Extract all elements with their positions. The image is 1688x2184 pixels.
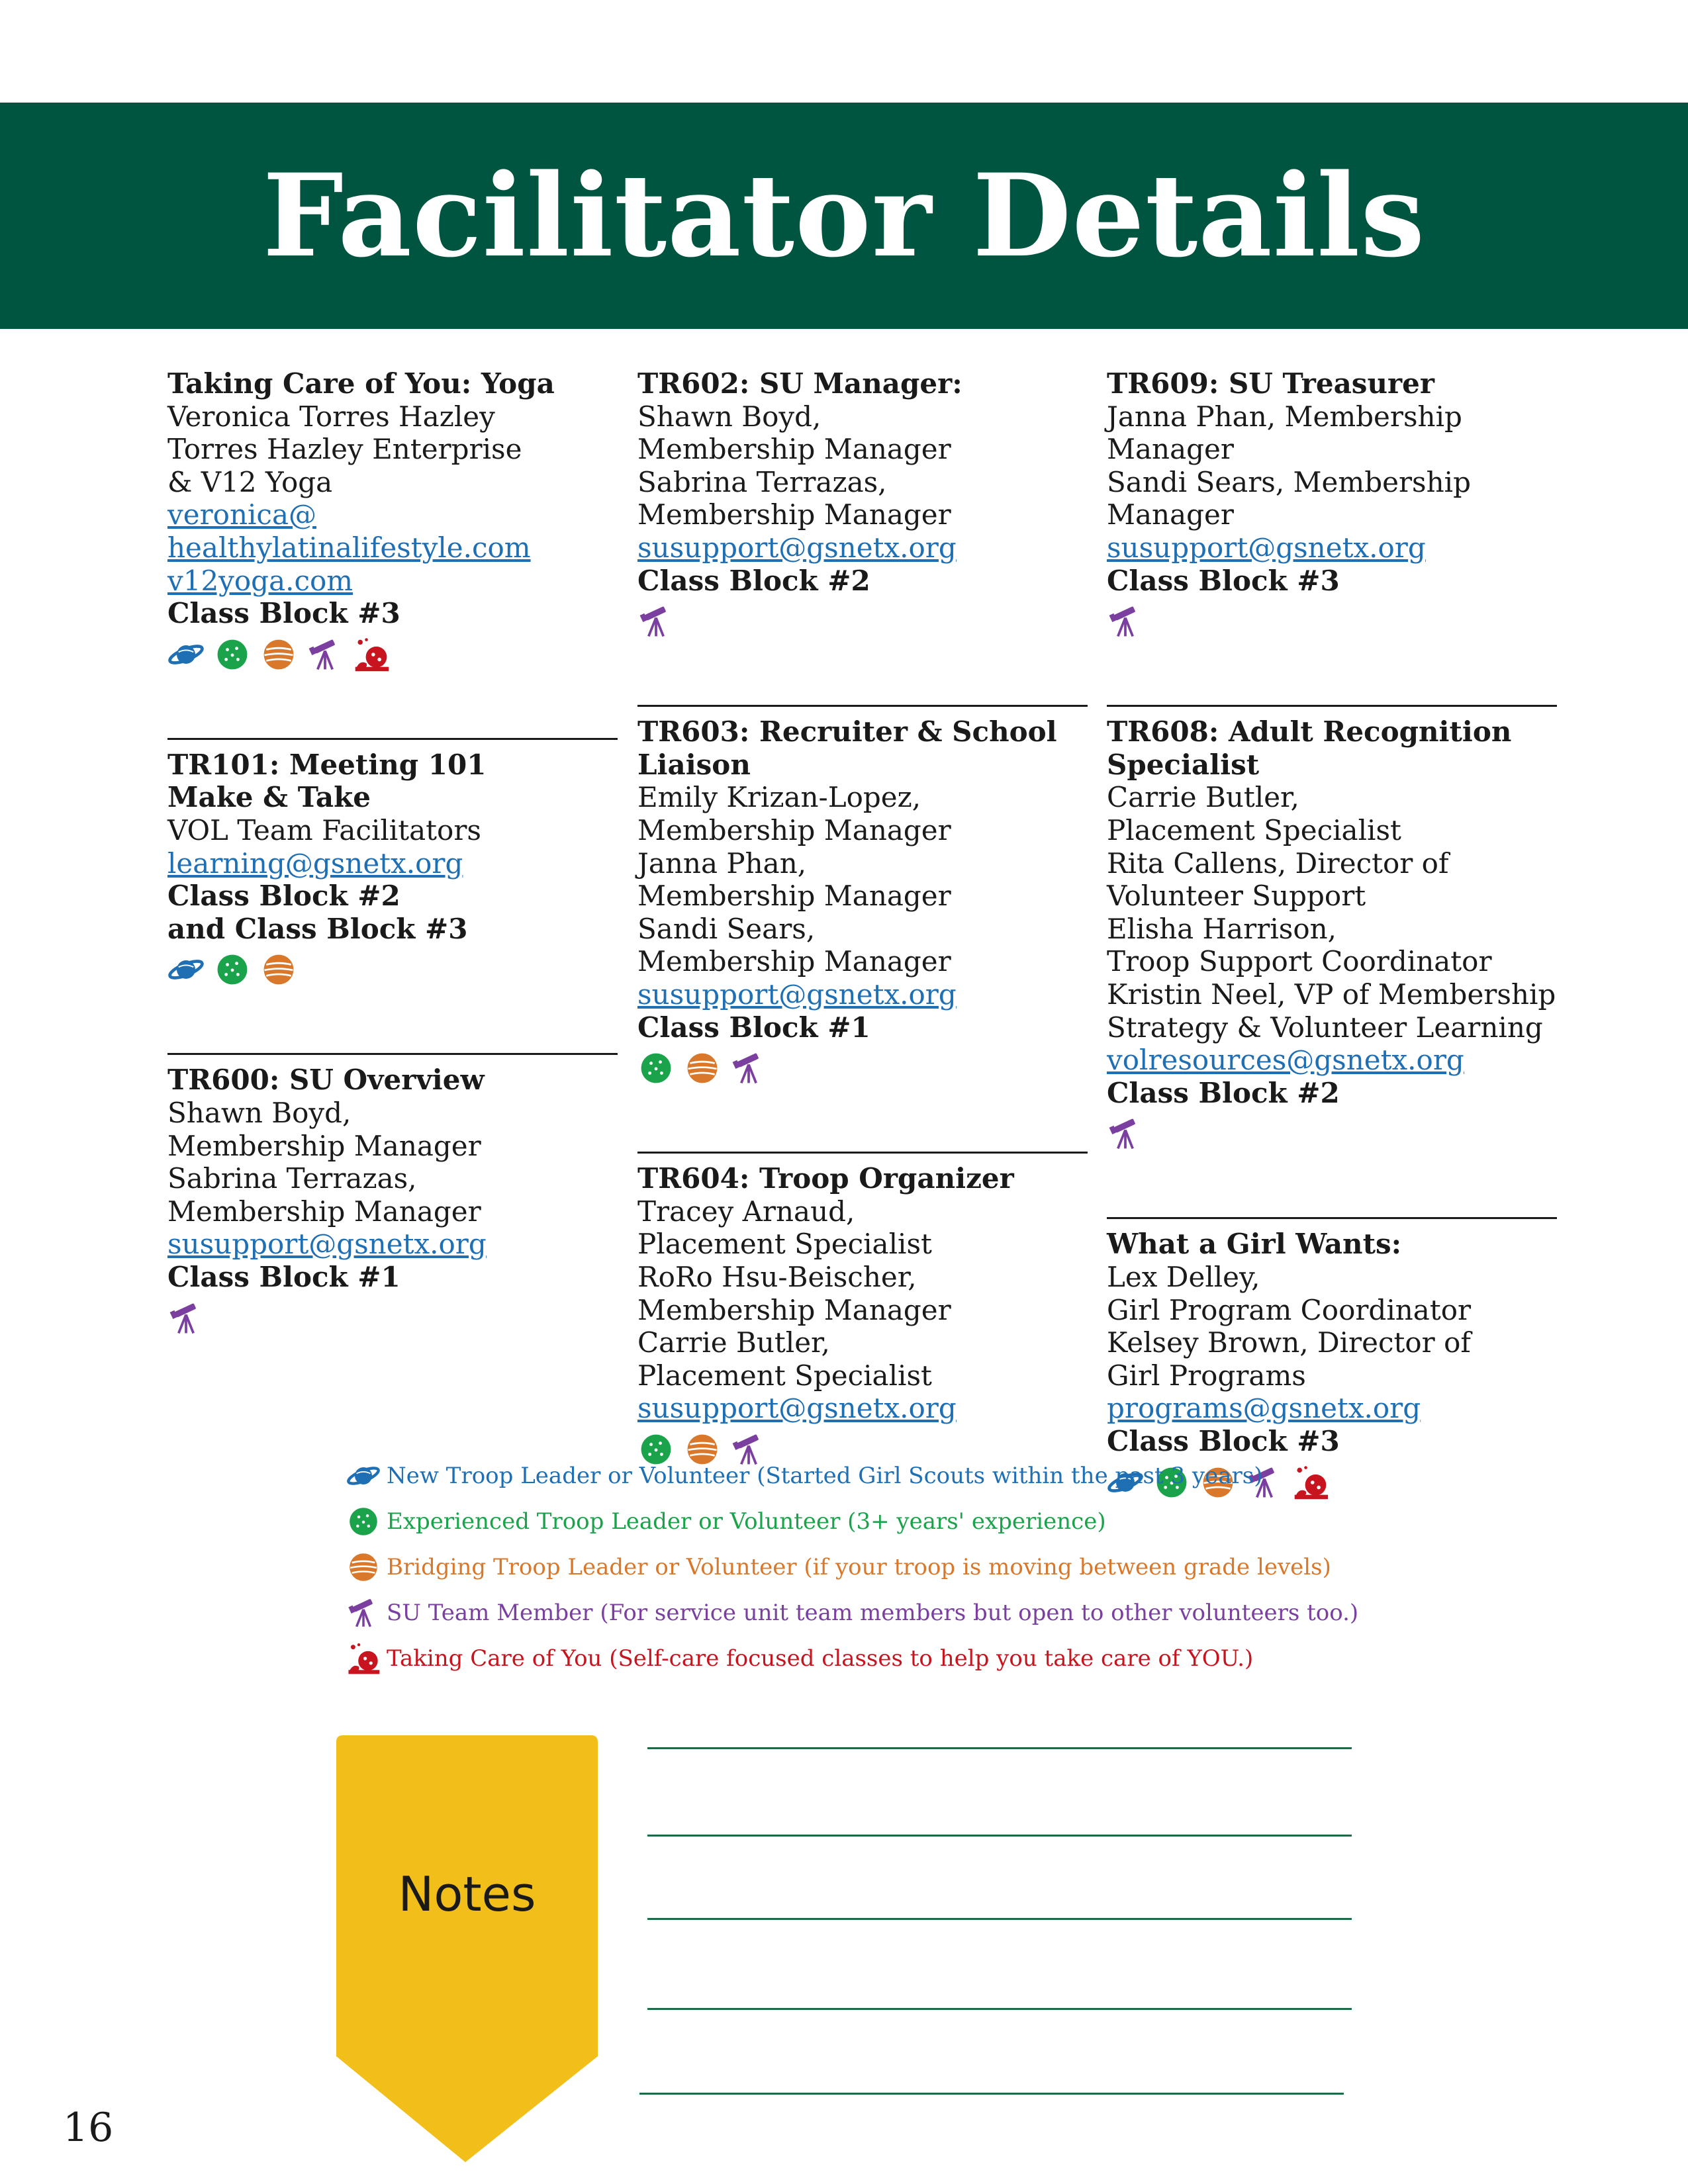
facilitator-line: Emily Krizan-Lopez, [637, 781, 921, 814]
contact-link[interactable]: volresources@gsnetx.org [1107, 1044, 1464, 1077]
facilitator-line: Manager [1107, 498, 1234, 531]
facilitator-line: Rita Callens, Director of [1107, 846, 1449, 880]
contact-link[interactable]: susupport@gsnetx.org [637, 1392, 957, 1425]
telescope-icon [730, 1050, 767, 1087]
audience-icons [167, 634, 618, 675]
facilitator-line: Placement Specialist [637, 1359, 932, 1392]
audience-icons [637, 1048, 1088, 1089]
section-title: TR609: SU Treasurer [1107, 367, 1434, 400]
section-title: Specialist [1107, 748, 1260, 781]
planet-icon [167, 636, 205, 673]
self-care-icon [353, 636, 390, 673]
class-block-label: Class Block #3 [1107, 1424, 1340, 1457]
note-line[interactable] [647, 2008, 1352, 2010]
facilitator-line: Sabrina Terrazas, [637, 465, 887, 498]
section-divider [1107, 1217, 1557, 1219]
facilitator-line: Troop Support Coordinator [1107, 945, 1492, 978]
page-title: Facilitator Details [262, 148, 1426, 283]
facilitator-line: Carrie Butler, [637, 1326, 830, 1359]
note-line[interactable] [647, 1747, 1352, 1749]
facilitator-line: Membership Manager [637, 1293, 951, 1326]
legend-item [344, 1593, 1358, 1633]
class-block-label: Class Block #1 [637, 1011, 870, 1044]
section-divider [1107, 705, 1557, 707]
planet-icon [346, 1459, 381, 1493]
legend-label: SU Team Member (For service unit team members but open to other volunteers too.) [387, 1600, 1359, 1626]
facilitator-line: Janna Phan, Membership [1107, 400, 1462, 433]
telescope-icon [346, 1596, 381, 1630]
self-care-icon [346, 1641, 381, 1676]
self-care-icon [1292, 1464, 1329, 1501]
header-banner [0, 103, 1688, 329]
facilitator-line: Kelsey Brown, Director of [1107, 1326, 1471, 1359]
notes-tab-shape [336, 1735, 598, 2162]
facilitator-line: Girl Program Coordinator [1107, 1293, 1472, 1326]
contact-link[interactable]: susupport@gsnetx.org [637, 978, 957, 1011]
section-divider [637, 705, 1088, 707]
contact-link[interactable]: susupport@gsnetx.org [637, 531, 957, 564]
audience-icons [637, 601, 1088, 642]
planet-icon [167, 951, 205, 988]
telescope-icon [167, 1300, 205, 1337]
facilitator-line: Membership Manager [637, 498, 951, 531]
section-title: TR608: Adult Recognition [1107, 715, 1512, 749]
note-line[interactable] [647, 1918, 1352, 1920]
facilitator-line: VOL Team Facilitators [167, 813, 481, 846]
legend-item [344, 1639, 1253, 1678]
section-divider [167, 738, 618, 740]
facilitator-line: Manager [1107, 433, 1234, 466]
facilitator-line: Torres Hazley Enterprise [167, 433, 522, 466]
facilitator-line: Membership Manager [637, 880, 951, 913]
section-title: Taking Care of You: Yoga [167, 367, 555, 400]
section-title: What a Girl Wants: [1107, 1228, 1402, 1261]
facilitator-line: Kristin Neel, VP of Membership [1107, 978, 1556, 1011]
facilitator-line: Elisha Harrison, [1107, 912, 1337, 945]
audience-icons [1107, 601, 1557, 642]
orange-planet-icon [346, 1550, 381, 1584]
class-block-label: Class Block #2 [167, 880, 400, 913]
section-divider [637, 1152, 1088, 1154]
section-title: TR603: Recruiter & School [637, 715, 1057, 749]
section-title: TR600: SU Overview [167, 1064, 485, 1097]
facilitator-section-tr101-meeting-101 [167, 749, 618, 991]
facilitator-line: Placement Specialist [1107, 813, 1401, 846]
legend-item [344, 1502, 1106, 1541]
green-dot-icon [214, 951, 251, 988]
section-title: TR602: SU Manager: [637, 367, 962, 400]
legend-label: Bridging Troop Leader or Volunteer (if your troop is moving between grade levels) [387, 1554, 1331, 1580]
facilitator-line: Membership Manager [167, 1129, 481, 1162]
contact-link[interactable]: healthylatinalifestyle.com [167, 531, 531, 564]
facilitator-line: Veronica Torres Hazley [167, 400, 495, 433]
orange-planet-icon [684, 1050, 721, 1087]
contact-link[interactable]: veronica@ [167, 498, 316, 531]
orange-planet-icon [260, 636, 297, 673]
facilitator-section-tr609-su-treasurer [1107, 367, 1557, 642]
section-title: Make & Take [167, 781, 371, 814]
orange-planet-icon [260, 951, 297, 988]
note-line[interactable] [647, 1835, 1352, 1837]
facilitator-line: Carrie Butler, [1107, 781, 1299, 814]
section-title: TR604: Troop Organizer [637, 1162, 1014, 1195]
note-line[interactable] [639, 2093, 1344, 2095]
facilitator-line: Membership Manager [167, 1195, 481, 1228]
legend-item [344, 1547, 1331, 1587]
telescope-icon [637, 603, 675, 640]
facilitator-line: Girl Programs [1107, 1359, 1306, 1392]
class-block-label: Class Block #2 [1107, 1076, 1340, 1109]
class-block-label: Class Block #3 [1107, 564, 1340, 597]
green-dot-icon [214, 636, 251, 673]
facilitator-line: Tracey Arnaud, [637, 1195, 855, 1228]
class-block-label: Class Block #1 [167, 1260, 400, 1293]
notes-label: Notes [398, 1866, 536, 1922]
facilitator-line: Janna Phan, [637, 846, 807, 880]
facilitator-line: & V12 Yoga [167, 465, 333, 498]
green-dot-icon [346, 1504, 381, 1539]
section-title: TR101: Meeting 101 [167, 748, 487, 781]
legend-label: Taking Care of You (Self-care focused classes to help you take care of YOU.) [387, 1645, 1254, 1672]
facilitator-line: Membership Manager [637, 813, 951, 846]
telescope-icon [1107, 603, 1144, 640]
facilitator-section-tr602-su-manager [637, 367, 1088, 642]
contact-link[interactable]: susupport@gsnetx.org [1107, 531, 1426, 564]
facilitator-line: Lex Delley, [1107, 1260, 1260, 1293]
facilitator-line: Sandi Sears, [637, 912, 816, 945]
legend-label: New Troop Leader or Volunteer (Started Girl Scouts within the past 3 years) [387, 1463, 1263, 1489]
facilitator-line: Shawn Boyd, [637, 400, 821, 433]
facilitator-section-tr600-su-overview [167, 1064, 618, 1338]
green-dot-icon [637, 1050, 675, 1087]
facilitator-section-tr603-recruiter-school [637, 715, 1088, 1089]
audience-icons [167, 949, 618, 990]
facilitator-line: RoRo Hsu-Beischer, [637, 1260, 917, 1293]
facilitator-section-tr604-troop-organizer [637, 1162, 1088, 1470]
facilitator-line: Membership Manager [637, 945, 951, 978]
telescope-icon [306, 636, 344, 673]
class-block-label: and Class Block #3 [167, 912, 468, 945]
facilitator-line: Placement Specialist [637, 1228, 932, 1261]
legend-item [344, 1456, 1262, 1496]
page-number: 16 [63, 2105, 114, 2151]
facilitator-line: Shawn Boyd, [167, 1096, 352, 1129]
contact-link[interactable]: programs@gsnetx.org [1107, 1392, 1421, 1425]
class-block-label: Class Block #3 [167, 597, 400, 630]
facilitator-line: Strategy & Volunteer Learning [1107, 1011, 1543, 1044]
telescope-icon [1107, 1115, 1144, 1152]
audience-icons [1107, 1113, 1557, 1154]
contact-link[interactable]: susupport@gsnetx.org [167, 1228, 487, 1261]
legend-label: Experienced Troop Leader or Volunteer (3+ years' experience) [387, 1508, 1106, 1535]
facilitator-line: Membership Manager [637, 433, 951, 466]
facilitator-section-taking-care-of-you-yoga [167, 367, 618, 675]
class-block-label: Class Block #2 [637, 564, 870, 597]
audience-icons [167, 1298, 618, 1339]
facilitator-line: Volunteer Support [1107, 880, 1366, 913]
section-title: Liaison [637, 748, 751, 781]
facilitator-line: Sandi Sears, Membership [1107, 465, 1471, 498]
section-divider [167, 1053, 618, 1055]
facilitator-line: Sabrina Terrazas, [167, 1162, 417, 1195]
contact-link[interactable]: learning@gsnetx.org [167, 846, 463, 880]
contact-link[interactable]: v12yoga.com [167, 564, 353, 597]
facilitator-section-tr608-adult-recognition [1107, 715, 1557, 1154]
